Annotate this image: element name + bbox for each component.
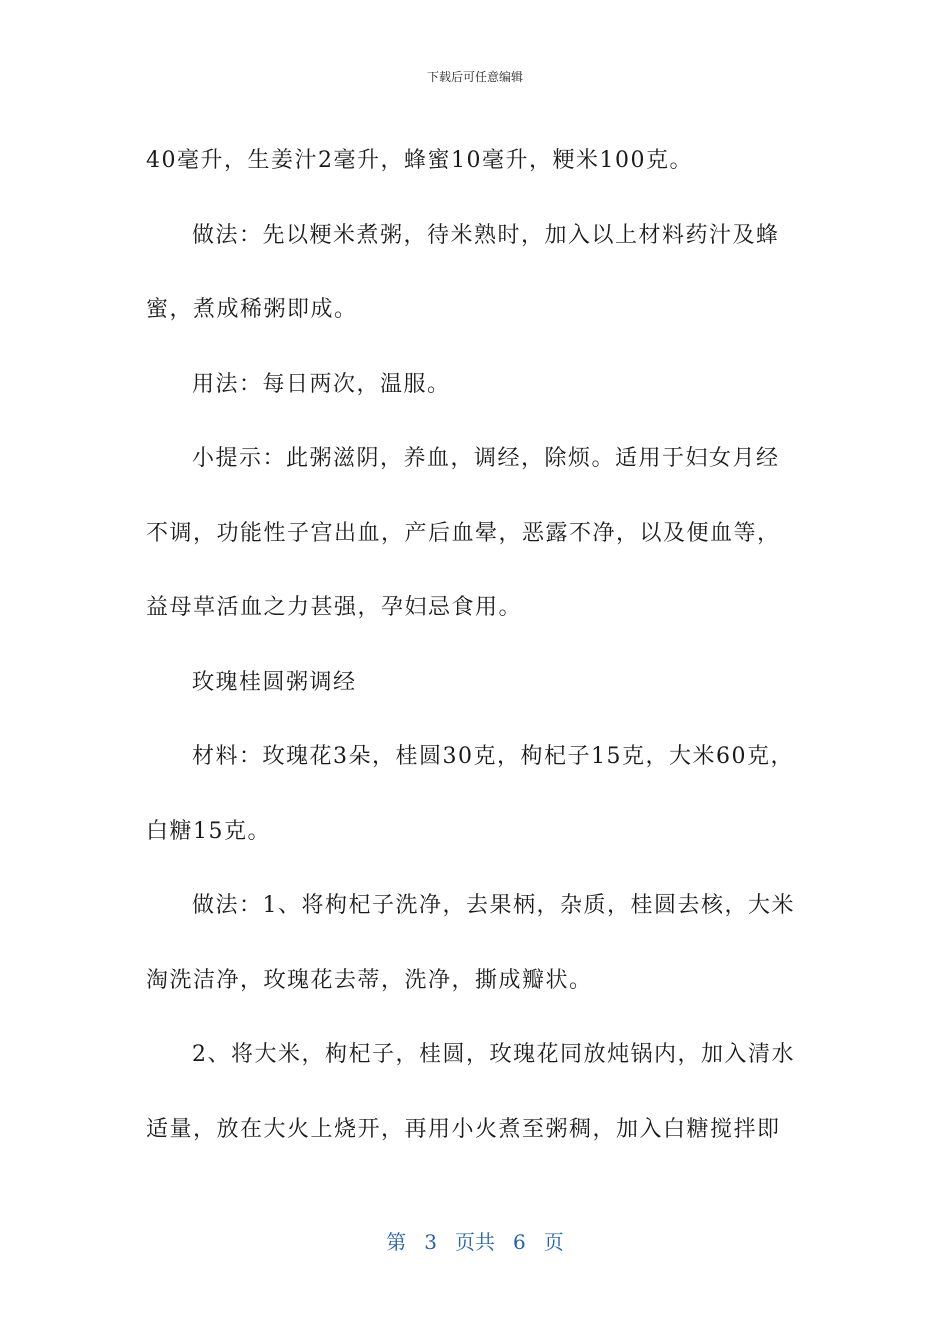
text-line-5: 小提示：此粥滋阴，养血，调经，除烦。适用于妇女月经 (192, 446, 780, 471)
document-body (146, 124, 806, 1167)
text-line-3: 蜜，煮成稀粥即成。 (146, 297, 358, 322)
text-line-14: 适量，放在大火上烧开，再用小火煮至粥稠，加入白糖搅拌即 (146, 1116, 781, 1142)
footer-total-pages: 6 (513, 1230, 526, 1254)
text-line-10: 白糖15克。 (146, 818, 271, 844)
header-note: 下载后可任意编辑 (426, 70, 523, 84)
text-line-2: 做法：先以粳米煮粥，待米熟时，加入以上材料药汁及蜂 (192, 222, 780, 248)
text-line-9: 材料：玫瑰花3朵，桂圆30克，枸杞子15克，大米60克， (192, 744, 794, 769)
footer-middle: 页共 (455, 1230, 495, 1254)
text-line-1: 40毫升，生姜汁2毫升，蜂蜜10毫升，粳米100克。 (146, 148, 693, 173)
footer-current-page: 3 (424, 1230, 437, 1254)
footer-prefix: 第 (386, 1230, 407, 1254)
text-line-11: 做法：1、将枸杞子洗净，去果柄，杂质，桂圆去核，大米 (192, 893, 795, 918)
text-line-4: 用法：每日两次，温服。 (192, 371, 451, 397)
text-line-6: 不调，功能性子宫出血，产后血晕，恶露不净，以及便血等， (146, 520, 781, 546)
footer-suffix: 页 (543, 1230, 564, 1254)
text-line-13: 2、将大米，枸杞子，桂圆，玫瑰花同放炖锅内，加入清水 (192, 1042, 795, 1067)
page-footer (0, 1226, 950, 1255)
text-line-12: 淘洗洁净，玫瑰花去蒂，洗净，撕成瓣状。 (146, 967, 593, 993)
section-heading: 玫瑰桂圆粥调经 (192, 669, 357, 695)
text-line-7: 益母草活血之力甚强，孕妇忌食用。 (146, 595, 523, 620)
